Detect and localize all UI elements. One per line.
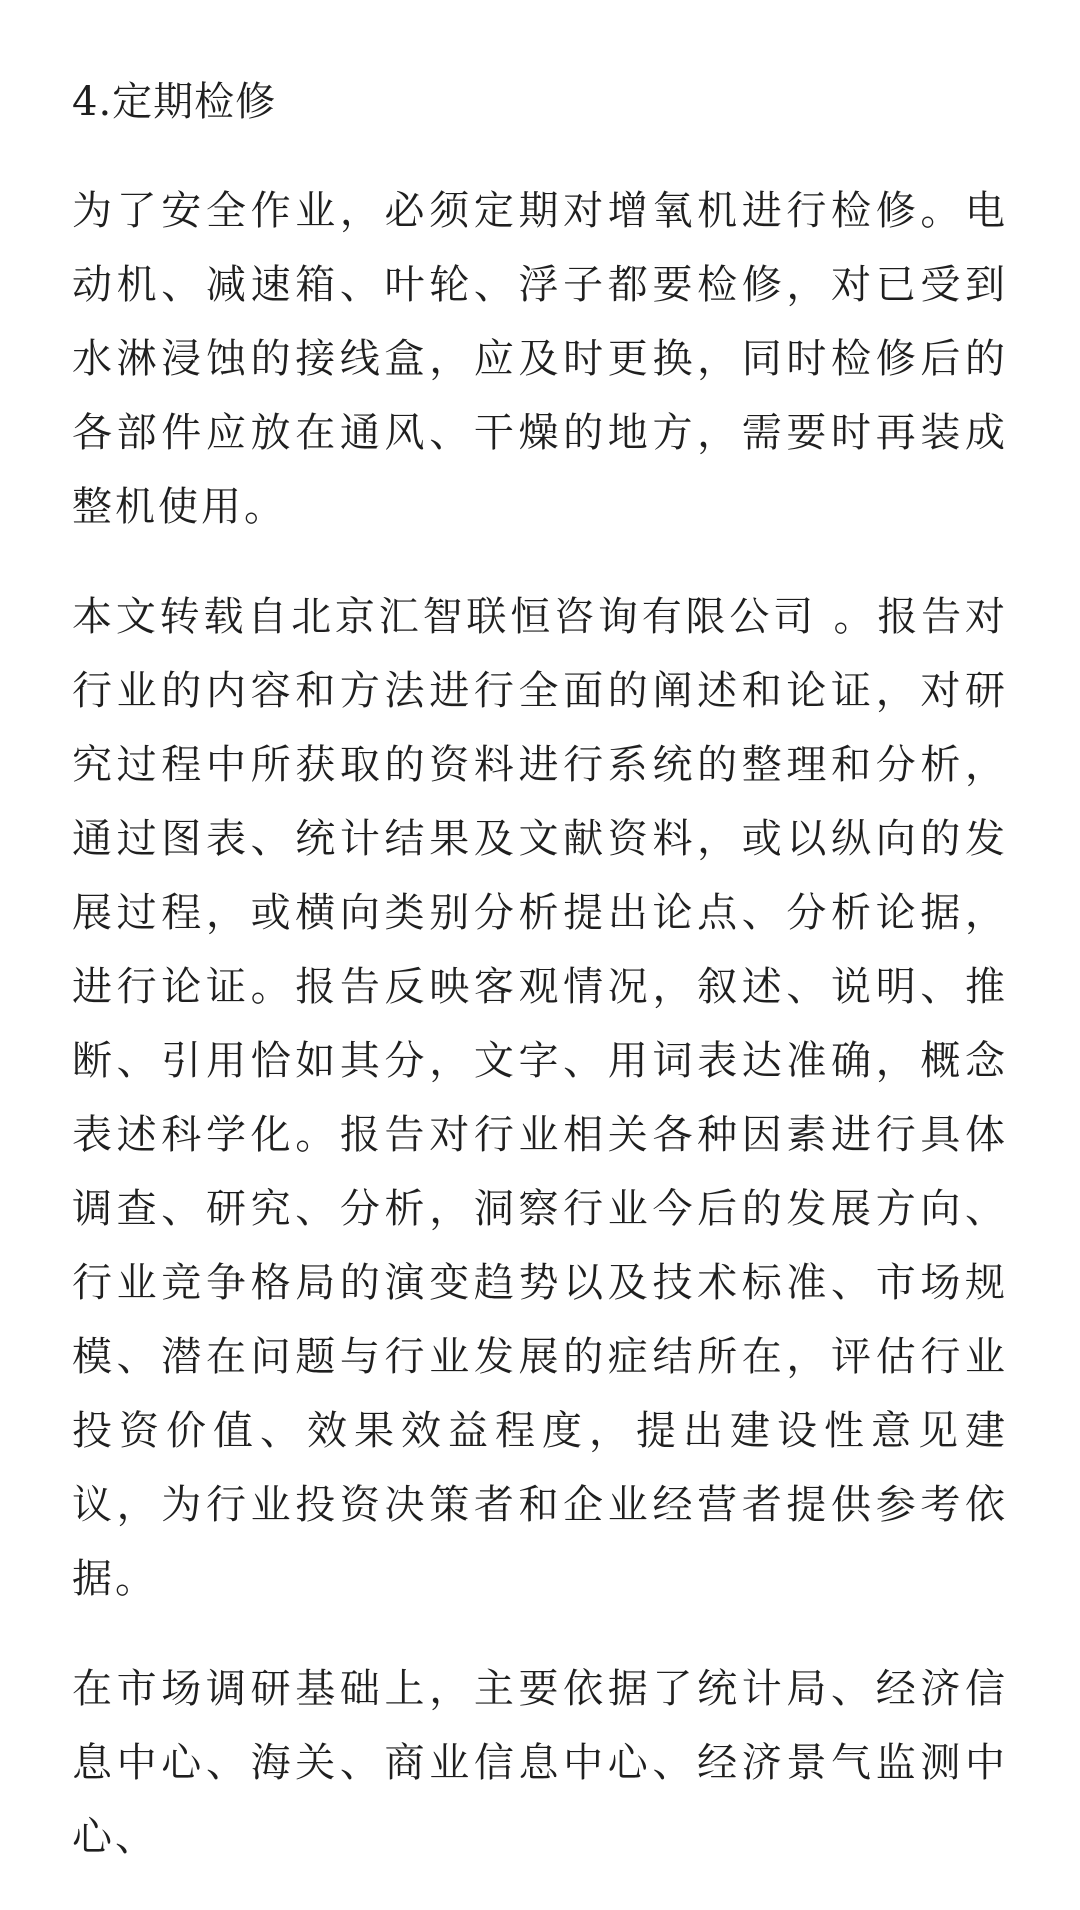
section-heading: 4.定期检修 — [72, 79, 277, 125]
paragraph-data-sources: 在市场调研基础上，主要依据了统计局、经济信息中心、海关、商业信息中心、经济景气监测中心、 — [72, 1666, 1008, 1860]
article-body — [72, 78, 1008, 1910]
paragraph-maintenance: 为了安全作业，必须定期对增氧机进行检修。电动机、减速箱、叶轮、浮子都要检修，对已受到水淋浸蚀的接线盒，应及时更换，同时检修后的各部件应放在通风、干燥的地方，需要时再装成整机使用。 — [72, 188, 1008, 530]
paragraph-report-description: 本文转载自北京汇智联恒咨询有限公司 。报告对行业的内容和方法进行全面的阐述和论证，对研究过程中所获取的资料进行系统的整理和分析，通过图表、统计结果及文献资料，或以纵向的发展过程，或横向类别分析提出论点、分析论据，进行论证。报告反映客观情况，叙述、说明、推断、引用恰如其分，文字、用词表达准确，概念表述科学化。报告对行业相关各种因素进行具体调查、研究、分析，洞察行业今后的发展方向、行业竞争格局的演变趋势以及技术标准、市场规模、潜在问题与行业发展的症结所在，评估行业投资价值、效果效益程度，提出建设性意见建议，为行业投资决策者和企业经营者提供参考依据。 — [72, 594, 1008, 1602]
